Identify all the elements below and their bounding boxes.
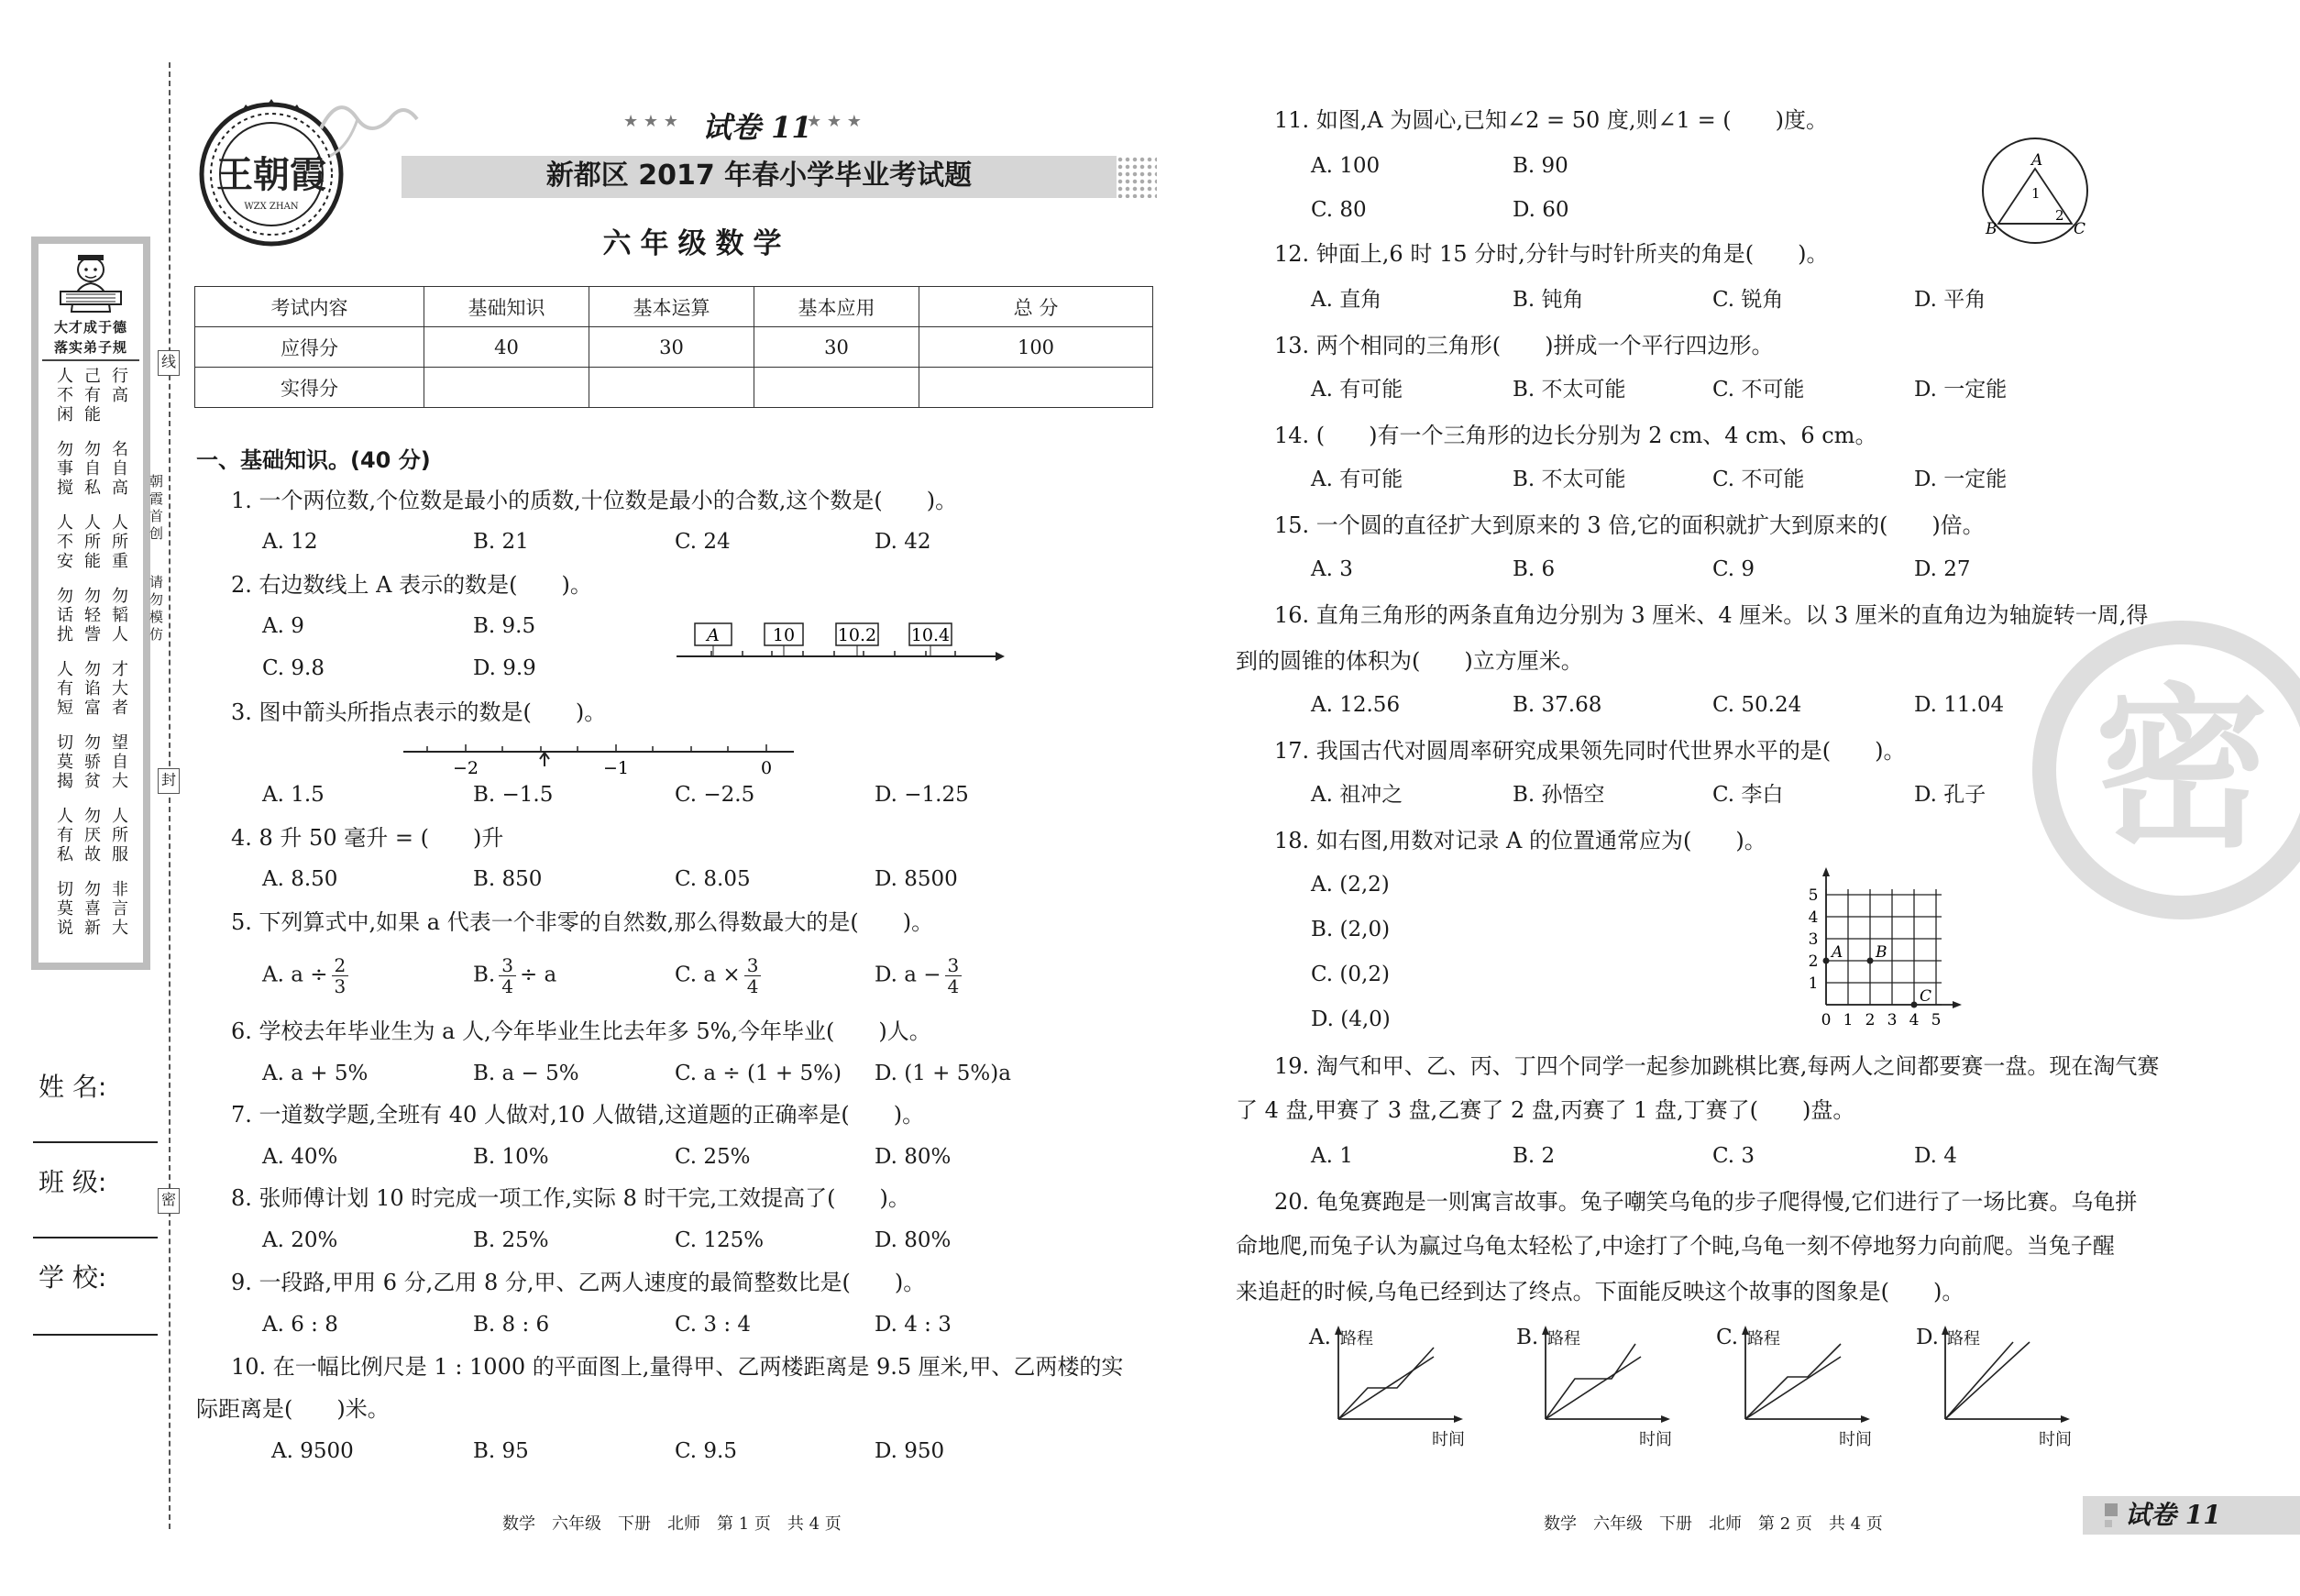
maxim-column: 人所服: [112, 807, 128, 864]
nl-label-neg1: −1: [602, 758, 630, 778]
maxim-column: 勿喜新: [84, 880, 101, 938]
q20-option-c[interactable]: C.: [1716, 1326, 1739, 1349]
q16-option-d[interactable]: D. 11.04: [1914, 693, 2005, 717]
q9-option-b[interactable]: B. 8 : 6: [473, 1313, 550, 1337]
question-12: 12. 钟面上,6 时 15 分时,分针与时针所夹的角是( )。: [1274, 241, 1829, 267]
maxim-column: 切莫揭: [57, 733, 73, 791]
q4-option-b[interactable]: B. 850: [473, 867, 543, 891]
maxim-column: 人不安: [57, 513, 73, 571]
y-tick-label: 2: [1808, 952, 1819, 971]
q1-option-b[interactable]: B. 21: [473, 530, 529, 554]
q5-option-b[interactable]: B. $\frac{3}{4}$ ÷ a: [473, 954, 557, 997]
rabbit-line: [1945, 1342, 2013, 1419]
q8-option-a[interactable]: A. 20%: [262, 1228, 338, 1252]
question-4: 4. 8 升 50 毫升 = ( )升: [231, 825, 504, 851]
name-label: 姓 名:: [39, 1072, 107, 1102]
maxim-column: 勿厌故: [84, 807, 101, 864]
q20-xlabel: 时间: [1639, 1430, 1672, 1449]
watermark-text: 密: [2094, 666, 2270, 871]
q6-option-a[interactable]: A. a + 5%: [262, 1062, 369, 1085]
score-header: 考试内容: [195, 287, 424, 327]
q13-option-a[interactable]: A. 有可能: [1311, 378, 1403, 402]
score-input[interactable]: [919, 368, 1153, 408]
q17-option-c[interactable]: C. 李白: [1712, 783, 1784, 807]
question-8: 8. 张师傅计划 10 时完成一项工作,实际 8 时干完,工效提高了( )。: [231, 1185, 910, 1211]
q13-option-b[interactable]: B. 不太可能: [1513, 378, 1626, 402]
q2-option-c[interactable]: C. 9.8: [262, 656, 325, 680]
q6-option-d[interactable]: D. (1 + 5%)a: [875, 1062, 1011, 1085]
q2-option-b[interactable]: B. 9.5: [473, 614, 536, 638]
maxims-grid: [39, 367, 143, 963]
nl-label-10: 10: [772, 625, 796, 645]
tortoise-line: [1945, 1342, 2030, 1419]
maxim-column: 人不闲: [57, 367, 73, 424]
score-cell: 40: [424, 327, 589, 368]
q17-option-d[interactable]: D. 孔子: [1914, 783, 1986, 807]
q15-option-c[interactable]: C. 9: [1712, 557, 1755, 581]
q8-option-b[interactable]: B. 25%: [473, 1228, 549, 1252]
fig-angle-1: 1: [2031, 185, 2041, 202]
q14-option-b[interactable]: B. 不太可能: [1513, 468, 1626, 491]
school-label: 学 校:: [39, 1262, 107, 1293]
grid-point: [1911, 1002, 1918, 1008]
watermark-seal: [2026, 605, 2300, 935]
q12-option-c[interactable]: C. 锐角: [1712, 288, 1784, 312]
question-10-line2: 际距离是( )米。: [196, 1396, 390, 1422]
maxim-column: 己有能: [84, 367, 101, 424]
grid-point: [1823, 958, 1830, 964]
q20-option-d[interactable]: D.: [1916, 1326, 1939, 1349]
rabbit-line: [1745, 1344, 1841, 1419]
q20-option-a[interactable]: A.: [1309, 1326, 1331, 1349]
score-table: [194, 286, 1153, 408]
q6-option-b[interactable]: B. a − 5%: [473, 1062, 579, 1085]
q15-option-b[interactable]: B. 6: [1513, 557, 1556, 581]
q8-option-d[interactable]: D. 80%: [875, 1228, 952, 1252]
maxim-column: 名自高: [112, 440, 128, 498]
banner-dots: [1117, 156, 1157, 198]
question-20-line3: 来追赶的时候,乌龟已经到达了终点。下面能反映这个故事的图象是( )。: [1236, 1279, 1964, 1304]
rabbit-line: [1338, 1348, 1434, 1419]
grid-point-label: B: [1876, 943, 1887, 962]
maxim-column: 人所重: [112, 513, 128, 571]
x-tick-label: 4: [1909, 1011, 1920, 1029]
x-tick-label: 1: [1843, 1011, 1854, 1029]
q2-option-d[interactable]: D. 9.9: [473, 656, 536, 680]
q15-option-a[interactable]: A. 3: [1311, 557, 1353, 581]
y-tick-label: 1: [1808, 974, 1819, 993]
tortoise-line: [1745, 1357, 1841, 1419]
q16-option-c[interactable]: C. 50.24: [1712, 693, 1802, 717]
q14-option-d[interactable]: D. 一定能: [1914, 468, 2008, 491]
y-tick-label: 5: [1808, 886, 1819, 905]
q10-option-b[interactable]: B. 95: [473, 1439, 529, 1463]
maxim-column: 勿韬人: [112, 587, 128, 644]
q1-option-d[interactable]: D. 42: [875, 530, 931, 554]
q4-option-a[interactable]: A. 8.50: [262, 867, 338, 891]
q6-option-c[interactable]: C. a ÷ (1 + 5%): [675, 1062, 842, 1085]
x-tick-label: 5: [1931, 1011, 1942, 1029]
question-13: 13. 两个相同的三角形( )拼成一个平行四边形。: [1274, 333, 1774, 358]
x-tick-label: 2: [1865, 1011, 1876, 1029]
paper-label: 试卷 11: [702, 110, 812, 145]
y-tick-label: 3: [1808, 930, 1819, 949]
class-label: 班 级:: [39, 1167, 107, 1197]
q9-option-d[interactable]: D. 4 : 3: [875, 1313, 952, 1337]
score-cell: 30: [754, 327, 919, 368]
q3-option-d[interactable]: D. −1.25: [875, 783, 969, 807]
question-2: 2. 右边数线上 A 表示的数是( )。: [231, 572, 592, 598]
q9-option-a[interactable]: A. 6 : 8: [262, 1313, 338, 1337]
nl-label-0: 0: [760, 758, 773, 778]
maxim-column: 勿骄贫: [84, 733, 101, 791]
question-14: 14. ( )有一个三角形的边长分别为 2 cm、4 cm、6 cm。: [1274, 423, 1877, 448]
q14-option-c[interactable]: C. 不可能: [1712, 468, 1805, 491]
logo-text: 王朝霞: [216, 153, 326, 196]
question-1: 1. 一个两位数,个位数是最小的质数,十位数是最小的合数,这个数是( )。: [231, 488, 958, 513]
scholar-icon: [53, 249, 128, 314]
grid-point-label: A: [1832, 943, 1843, 962]
q19-option-a[interactable]: A. 1: [1311, 1144, 1353, 1168]
section-title: 一、基础知识。(40 分): [196, 447, 431, 473]
score-header: 基础知识: [424, 287, 589, 327]
q4-option-d[interactable]: D. 8500: [875, 867, 958, 891]
q12-option-d[interactable]: D. 平角: [1914, 288, 1986, 312]
score-input[interactable]: [754, 368, 919, 408]
tortoise-line: [1338, 1357, 1434, 1419]
class-field[interactable]: [33, 1237, 158, 1238]
q11-option-b[interactable]: B. 90: [1513, 154, 1568, 178]
maxim-column: 切莫说: [57, 880, 73, 938]
q12-option-b[interactable]: B. 钝角: [1513, 288, 1584, 312]
q9-option-c[interactable]: C. 3 : 4: [675, 1313, 752, 1337]
q19-option-d[interactable]: D. 4: [1914, 1144, 1957, 1168]
y-tick-label: 4: [1808, 908, 1819, 927]
q13-option-c[interactable]: C. 不可能: [1712, 378, 1805, 402]
gutter-note-2: 请勿模仿: [149, 574, 164, 643]
maxim-column: 人有短: [57, 660, 73, 718]
score-input[interactable]: [589, 368, 754, 408]
maxim-column: 人所能: [84, 513, 101, 571]
nl-label-10-2: 10.2: [837, 625, 877, 645]
q11-circle-figure: [1971, 128, 2108, 248]
fig-angle-2: 2: [2055, 207, 2064, 224]
q20-xlabel: 时间: [1432, 1430, 1465, 1449]
q7-option-d[interactable]: D. 80%: [875, 1145, 952, 1169]
footer-right: 数学 六年级 下册 北师 第 2 页 共 4 页: [1544, 1514, 1883, 1534]
q19-option-c[interactable]: C. 3: [1712, 1144, 1755, 1168]
stars-left: ★ ★ ★: [623, 112, 678, 131]
question-17: 17. 我国古代对圆周率研究成果领先同时代世界水平的是( )。: [1274, 738, 1906, 764]
nl-label-neg2: −2: [452, 758, 479, 778]
question-10-line1: 10. 在一幅比例尺是 1 : 1000 的平面图上,量得甲、乙两楼距离是 9.5 厘米,甲、乙两楼的实: [231, 1354, 1124, 1380]
score-header: 总 分: [919, 287, 1153, 327]
q2-option-a[interactable]: A. 9: [262, 614, 304, 638]
gutter-mark-mi: 密: [158, 1188, 180, 1214]
q20-ylabel: 路程: [1947, 1329, 1980, 1348]
gutter-mark-xian: 线: [158, 350, 180, 376]
motto-line2: 落实弟子规: [53, 339, 127, 356]
q15-option-d[interactable]: D. 27: [1914, 557, 1971, 581]
nl-label-10-4: 10.4: [910, 625, 951, 645]
gutter-note-1: 朝霞首创: [149, 473, 164, 542]
question-6: 6. 学校去年毕业生为 a 人,今年毕业生比去年多 5%,今年毕业( )人。: [231, 1018, 931, 1044]
grid-point-label: C: [1920, 987, 1932, 1006]
y-axis-arrow: [1822, 867, 1830, 876]
maxim-column: 才大者: [112, 660, 128, 718]
name-field[interactable]: [33, 1141, 158, 1143]
q1-option-a[interactable]: A. 12: [262, 530, 318, 554]
q8-option-c[interactable]: C. 125%: [675, 1228, 765, 1252]
score-input[interactable]: [424, 368, 589, 408]
question-9: 9. 一段路,甲用 6 分,乙用 8 分,甲、乙两人速度的最简整数比是( )。: [231, 1270, 926, 1295]
question-3: 3. 图中箭头所指点表示的数是( )。: [231, 699, 607, 725]
q17-option-a[interactable]: A. 祖冲之: [1311, 783, 1403, 807]
question-16-line2: 到的圆锥的体积为( )立方厘米。: [1236, 648, 1583, 674]
question-11: 11. 如图,A 为圆心,已知∠2 = 50 度,则∠1 = ( )度。: [1274, 107, 1829, 133]
q20-ylabel: 路程: [1547, 1329, 1580, 1348]
gutter-mark-feng: 封: [158, 768, 180, 794]
q7-option-a[interactable]: A. 40%: [262, 1145, 338, 1169]
stars-right: ★ ★ ★: [807, 112, 862, 131]
q18-coordinate-grid: [1789, 858, 1973, 1032]
question-16-line1: 16. 直角三角形的两条直角边分别为 3 厘米、4 厘米。以 3 厘米的直角边为轴旋转一周,得: [1274, 602, 2149, 628]
margin-sidebar: [31, 237, 150, 970]
q19-option-b[interactable]: B. 2: [1513, 1144, 1556, 1168]
q14-option-a[interactable]: A. 有可能: [1311, 468, 1403, 491]
score-header: 基本应用: [754, 287, 919, 327]
nl-label-a: A: [707, 625, 720, 645]
q10-option-a[interactable]: A. 9500: [271, 1439, 354, 1463]
motto-line1: 大才成于德: [53, 319, 127, 336]
q2-number-line: [669, 618, 1008, 664]
q3-number-line: [400, 739, 803, 785]
q3-option-a[interactable]: A. 1.5: [262, 783, 325, 807]
maxim-column: 人有私: [57, 807, 73, 864]
maxim-column: 勿谄富: [84, 660, 101, 718]
binding-cut-line: [169, 62, 171, 1529]
q17-option-b[interactable]: B. 孙悟空: [1513, 783, 1605, 807]
question-5: 5. 下列算式中,如果 a 代表一个非零的自然数,那么得数最大的是( )。: [231, 909, 934, 935]
q20-xlabel: 时间: [1839, 1430, 1872, 1449]
question-19-line1: 19. 淘气和甲、乙、丙、丁四个同学一起参加跳棋比赛,每两人之间都要赛一盘。现在淘气赛: [1274, 1053, 2160, 1079]
question-7: 7. 一道数学题,全班有 40 人做对,10 人做错,这道题的正确率是( )。: [231, 1102, 925, 1128]
q11-option-d[interactable]: D. 60: [1513, 198, 1569, 222]
x-axis-arrow: [1953, 1001, 1962, 1008]
question-15: 15. 一个圆的直径扩大到原来的 3 倍,它的面积就扩大到原来的( )倍。: [1274, 512, 1985, 538]
subject-title: 六年级数学: [602, 227, 791, 260]
q11-option-a[interactable]: A. 100: [1311, 154, 1381, 178]
q20-option-b[interactable]: B.: [1516, 1326, 1539, 1349]
maxim-column: 勿轻訾: [84, 587, 101, 644]
score-cell: 30: [589, 327, 754, 368]
q5-option-d[interactable]: D. a − $\frac{3}{4}$: [875, 955, 965, 996]
maxim-column: 望自大: [112, 733, 128, 791]
x-tick-label: 0: [1821, 1011, 1832, 1029]
q5-option-a[interactable]: A. a ÷ $\frac{2}{3}$: [262, 955, 352, 996]
score-cell: 100: [919, 327, 1153, 368]
q11-option-c[interactable]: C. 80: [1311, 198, 1367, 222]
q12-option-a[interactable]: A. 直角: [1311, 288, 1382, 312]
question-20-line2: 命地爬,而兔子认为赢过乌龟太轻松了,中途打了个盹,乌龟一刻不停地努力向前爬。当兔子醒: [1236, 1233, 2115, 1259]
x-tick-label: 3: [1887, 1011, 1898, 1029]
school-field[interactable]: [33, 1334, 158, 1336]
q10-option-c[interactable]: C. 9.5: [675, 1439, 737, 1463]
q7-option-b[interactable]: B. 10%: [473, 1145, 549, 1169]
rabbit-line: [1546, 1344, 1635, 1419]
footer-left: 数学 六年级 下册 北师 第 1 页 共 4 页: [502, 1514, 842, 1534]
score-header: 基本运算: [589, 287, 754, 327]
q13-option-d[interactable]: D. 一定能: [1914, 378, 2008, 402]
q1-option-c[interactable]: C. 24: [675, 530, 731, 554]
score-cell: 应得分: [195, 327, 424, 368]
corner-label: 试卷 11: [2125, 1500, 2221, 1530]
score-cell: 实得分: [195, 368, 424, 408]
q3-option-b[interactable]: B. −1.5: [473, 783, 554, 807]
ribbon-decoration: [303, 92, 449, 165]
question-19-line2: 了 4 盘,甲赛了 3 盘,乙赛了 2 盘,丙赛了 1 盘,丁赛了( )盘。: [1236, 1097, 1855, 1123]
q5-option-c[interactable]: C. a × $\frac{3}{4}$: [675, 955, 765, 996]
q20-ylabel: 路程: [1340, 1329, 1373, 1348]
q18-option-b[interactable]: B. (2,0): [1311, 918, 1391, 941]
grid-point: [1867, 958, 1874, 964]
maxim-column: 勿事搅: [57, 440, 73, 498]
fig-label-a: A: [2031, 151, 2043, 170]
fig-label-b: B: [1986, 220, 1997, 238]
maxim-column: 勿自私: [84, 440, 101, 498]
q10-option-d[interactable]: D. 950: [875, 1439, 945, 1463]
logo-subtext: WZX ZHAN: [244, 202, 299, 212]
q18-option-c[interactable]: C. (0,2): [1311, 963, 1390, 986]
question-20-line1: 20. 龟兔赛跑是一则寓言故事。兔子嘲笑乌龟的步子爬得慢,它们进行了一场比赛。乌龟拼: [1274, 1189, 2138, 1215]
q7-option-c[interactable]: C. 25%: [675, 1145, 751, 1169]
question-18: 18. 如右图,用数对记录 A 的位置通常应为( )。: [1274, 828, 1766, 853]
q20-xlabel: 时间: [2039, 1430, 2072, 1449]
q16-option-a[interactable]: A. 12.56: [1311, 693, 1401, 717]
q3-option-c[interactable]: C. −2.5: [675, 783, 755, 807]
exam-title: 新都区 2017 年春小学毕业考试题: [545, 160, 973, 192]
q20-ylabel: 路程: [1747, 1329, 1780, 1348]
fig-label-c: C: [2074, 220, 2086, 238]
q18-option-a[interactable]: A. (2,2): [1311, 873, 1390, 897]
maxim-column: 行高: [112, 367, 128, 405]
q16-option-b[interactable]: B. 37.68: [1513, 693, 1602, 717]
maxim-column: 勿话扰: [57, 587, 73, 644]
maxim-column: 非言大: [112, 880, 128, 938]
q4-option-c[interactable]: C. 8.05: [675, 867, 751, 891]
q18-option-d[interactable]: D. (4,0): [1311, 1007, 1391, 1031]
tortoise-line: [1546, 1357, 1641, 1419]
